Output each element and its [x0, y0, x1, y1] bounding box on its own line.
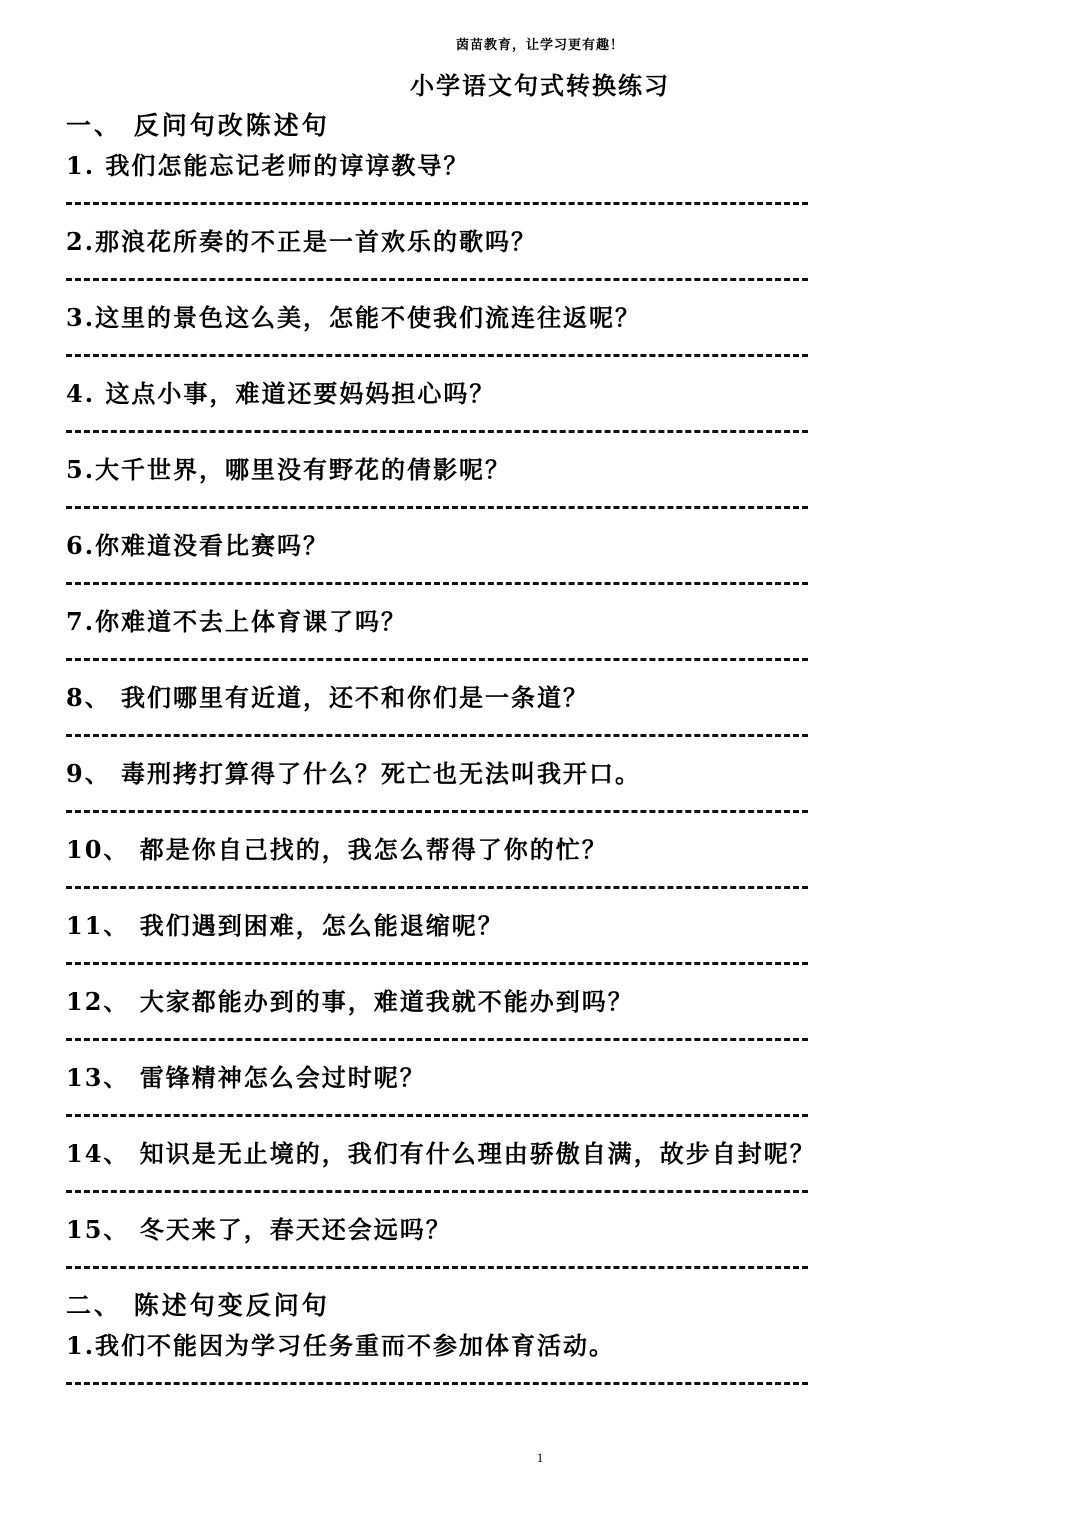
question-1-1: 1. 我们怎能忘记老师的谆谆教导？: [66, 151, 470, 180]
answer-line: [66, 278, 808, 281]
answer-line: [66, 1266, 808, 1269]
answer-line: [66, 1114, 808, 1117]
question-1-9: 9、 毒刑拷打算得了什么？死亡也无法叫我开口。: [66, 759, 642, 788]
page-header: 茵苗教育，让学习更有趣！: [455, 38, 624, 53]
page-number: 1: [536, 1450, 544, 1465]
answer-line: [66, 658, 808, 661]
question-1-14: 14、 知识是无止境的，我们有什么理由骄傲自满，故步自封呢？: [66, 1139, 816, 1168]
answer-line: [66, 430, 808, 433]
question-1-8: 8、 我们哪里有近道，还不和你们是一条道？: [66, 683, 590, 712]
question-1-7: 7.你难道不去上体育课了吗？: [66, 607, 408, 636]
question-1-11: 11、 我们遇到困难，怎么能退缩呢？: [66, 911, 504, 940]
question-1-12: 12、 大家都能办到的事，难道我就不能办到吗？: [66, 987, 634, 1016]
question-1-6: 6.你难道没看比赛吗？: [66, 531, 330, 560]
answer-line: [66, 886, 808, 889]
question-1-10: 10、 都是你自己找的，我怎么帮得了你的忙？: [66, 835, 608, 864]
question-1-15: 15、 冬天来了，春天还会远吗？: [66, 1215, 452, 1244]
question-1-3: 3.这里的景色这么美，怎能不使我们流连往返呢？: [66, 303, 642, 332]
question-1-13: 13、 雷锋精神怎么会过时呢？: [66, 1063, 426, 1092]
question-1-2: 2.那浪花所奏的不正是一首欢乐的歌吗？: [66, 227, 538, 256]
answer-line: [66, 582, 808, 585]
page-title: 小学语文句式转换练习: [410, 71, 670, 100]
answer-line: [66, 962, 808, 965]
section-heading-1: 一、 反问句改陈述句: [66, 111, 330, 140]
answer-line: [66, 506, 808, 509]
question-1-4: 4. 这点小事，难道还要妈妈担心吗？: [66, 379, 496, 408]
answer-line: [66, 734, 808, 737]
question-2-1: 1.我们不能因为学习任务重而不参加体育活动。: [66, 1331, 616, 1360]
answer-line: [66, 1038, 808, 1041]
answer-line: [66, 1190, 808, 1193]
answer-line: [66, 1382, 808, 1385]
answer-line: [66, 354, 808, 357]
answer-line: [66, 810, 808, 813]
answer-line: [66, 202, 808, 205]
question-1-5: 5.大千世界，哪里没有野花的倩影呢？: [66, 455, 512, 484]
section-heading-2: 二、 陈述句变反问句: [66, 1291, 330, 1320]
